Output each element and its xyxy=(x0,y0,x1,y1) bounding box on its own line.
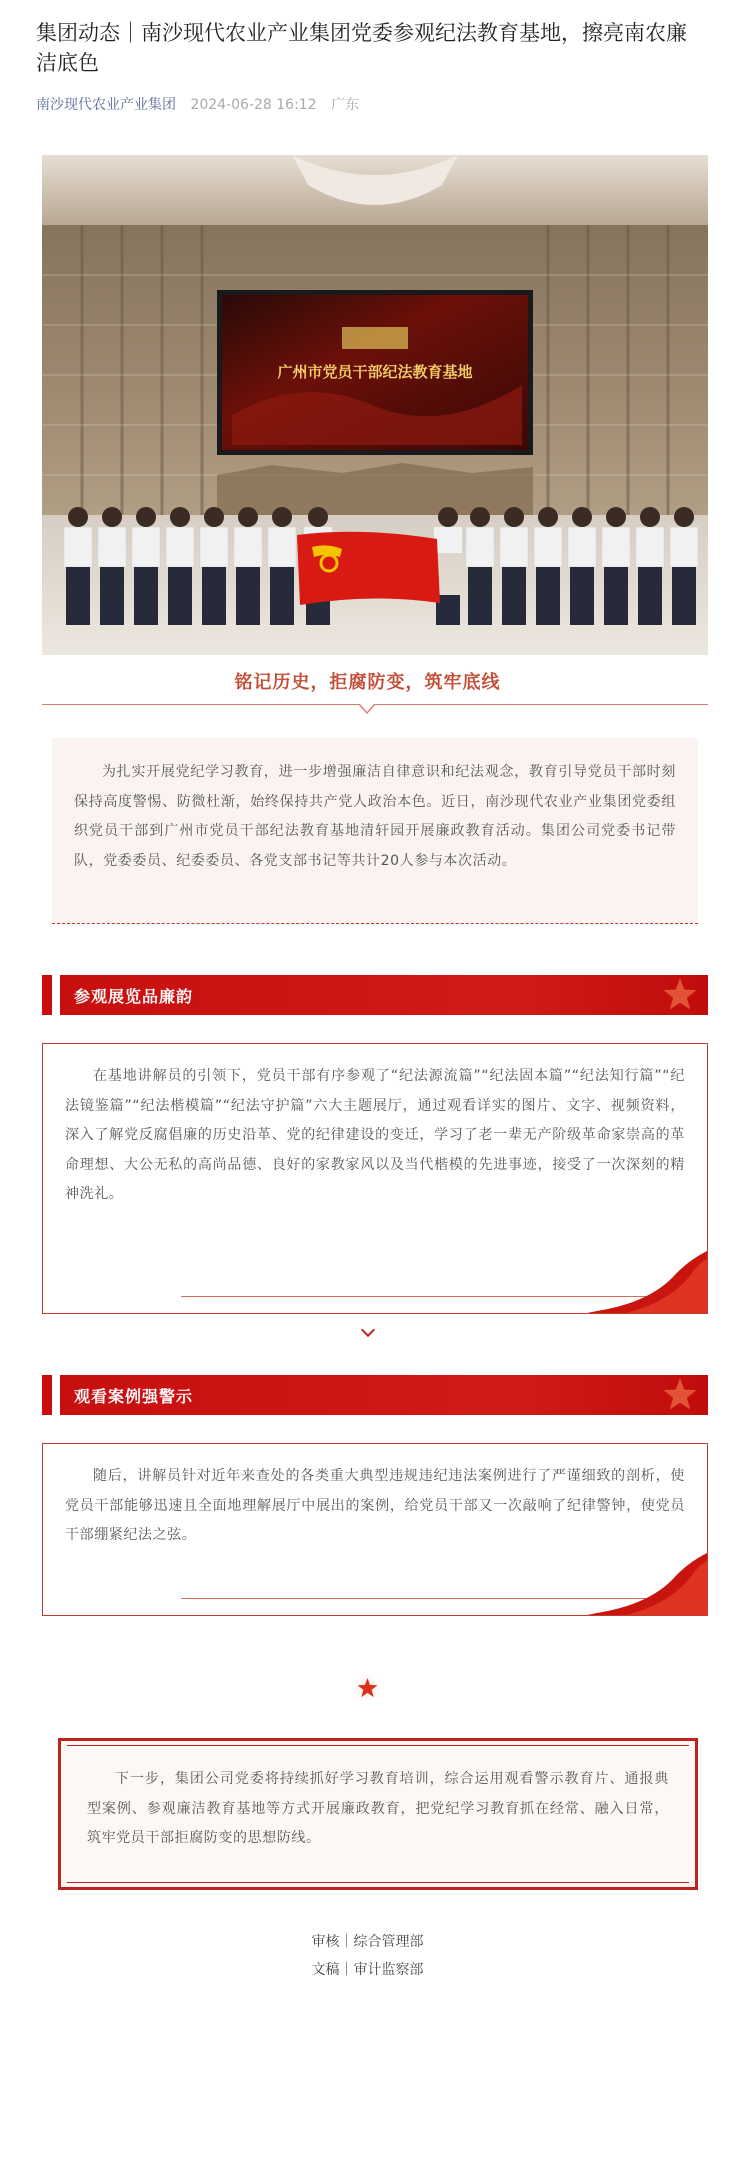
credits xyxy=(0,1928,735,1984)
section-header-2 xyxy=(42,1375,708,1415)
credit-reviewer: 审核｜综合管理部 xyxy=(311,1934,424,1950)
closing-box xyxy=(58,1738,698,1890)
red-wave-ornament xyxy=(587,1243,707,1313)
section-body-box-1 xyxy=(42,1043,708,1314)
group-photo-image xyxy=(42,155,708,655)
section-title-1: 参观展览品廉韵 xyxy=(74,987,194,1006)
section-body-1: 在基地讲解员的引领下，党员干部有序参观了“纪法源流篇”“纪法固本篇”“纪法知行篇”“纪法镜鉴篇”“纪法楷模篇”“纪法守护篇”六大主题展厅，通过观看详实的图片、文字、视频资料，深入了解党反腐倡廉的历史沿革、党的纪律建设的变迁，学习了老一辈无产阶级革命家崇高的革命理想、大公无私的高尚品德、良好的家教家风以及当代楷模的先进事迹，接受了一次深刻的精神洗礼。 xyxy=(65,1068,685,1202)
section-body-2: 随后，讲解员针对近年来查处的各类重大典型违规违纪违法案例进行了严谨细致的剖析，使党员干部能够迅速且全面地理解展厅中展出的案例，给党员干部又一次敲响了纪律警钟，使党员干部绷紧纪法之弦。 xyxy=(65,1468,685,1543)
publish-date: 2024-06-28 16:12 xyxy=(190,97,317,113)
star-icon xyxy=(662,1377,698,1413)
red-wave-ornament xyxy=(587,1545,707,1615)
star-icon xyxy=(662,977,698,1013)
intro-box xyxy=(52,738,698,924)
article-title: 集团动态｜南沙现代农业产业集团党委参观纪法教育基地，擦亮南农廉洁底色 xyxy=(36,21,687,75)
slogan-banner: 铭记历史，拒腐防变，筑牢底线 xyxy=(234,672,501,693)
screen-caption: 广州市党员干部纪法教育基地 xyxy=(277,363,473,381)
section-header-1 xyxy=(42,975,708,1015)
author-link[interactable]: 南沙现代农业产业集团 xyxy=(36,97,176,113)
article-meta xyxy=(36,94,359,114)
credit-writer: 文稿｜审计监察部 xyxy=(311,1962,424,1978)
intro-paragraph: 为扎实开展党纪学习教育，进一步增强廉洁自律意识和纪法观念，教育引导党员干部时刻保持高度警惕、防微杜渐，始终保持共产党人政治本色。近日，南沙现代农业产业集团党委组织党员干部到广州市党员干部纪法教育基地清轩园开展廉政教育活动。集团公司党委书记带队，党委委员、纪委委员、各党支部书记等共计20人参与本次活动。 xyxy=(74,764,676,869)
publish-location: 广东 xyxy=(331,97,360,113)
section-body-box-2 xyxy=(42,1443,708,1616)
chevron-down-icon xyxy=(361,1323,375,1337)
section-title-2: 观看案例强警示 xyxy=(74,1387,194,1406)
group-photo[interactable] xyxy=(42,155,708,655)
star-divider xyxy=(150,1672,585,1704)
closing-paragraph: 下一步，集团公司党委将持续抓好学习教育培训，综合运用观看警示教育片、通报典型案例、参观廉洁教育基地等方式开展廉政教育，把党纪学习教育抓在经常、融入日常，筑牢党员干部拒腐防变的思想防线。 xyxy=(87,1771,669,1846)
